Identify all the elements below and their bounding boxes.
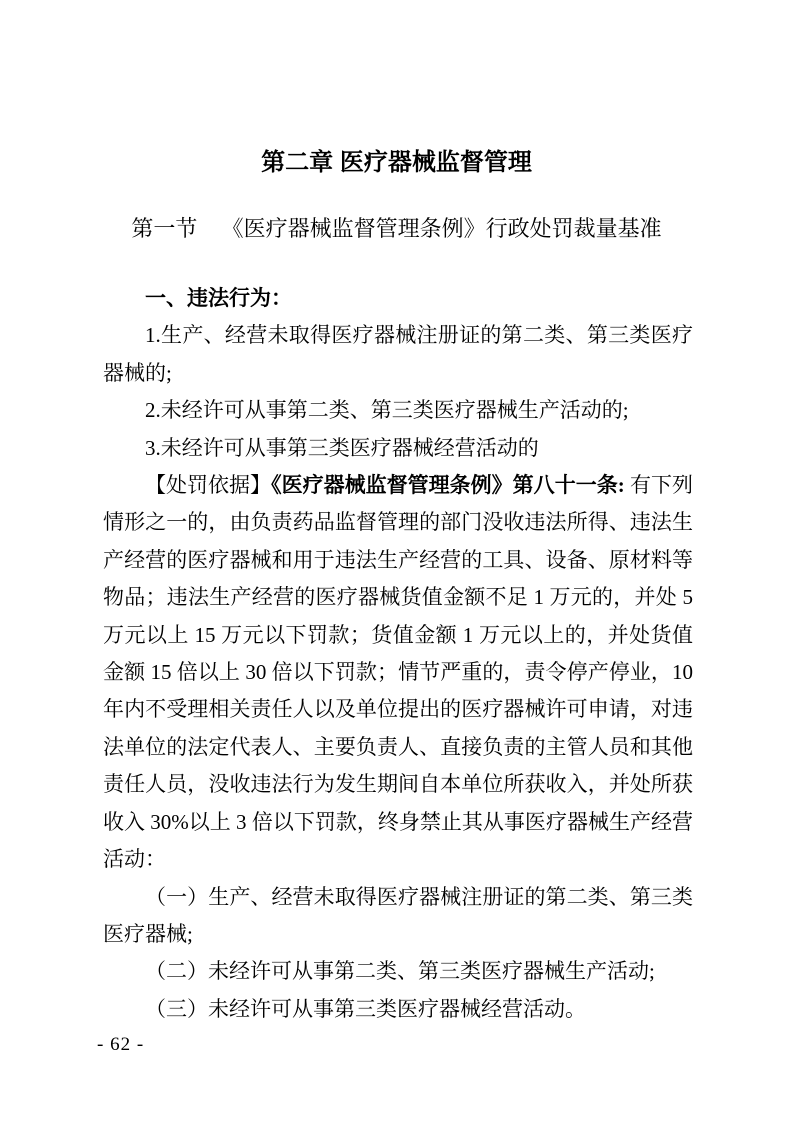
paragraph — [103, 430, 693, 467]
paragraph — [103, 953, 693, 990]
paragraph-segment: 1.生产、经营未取得医疗器械注册证的第二类、第三类医疗器械的; — [103, 323, 693, 385]
page-number: - 62 - — [97, 1034, 145, 1055]
paragraph-segment: 2.未经许可从事第二类、第三类医疗器械生产活动的; — [145, 398, 629, 423]
section-number: 第一节 — [131, 216, 198, 241]
section-title: 《医疗器械监督管理条例》行政处罚裁量基准 — [221, 216, 662, 241]
paragraph — [103, 991, 693, 1028]
paragraph — [103, 467, 693, 878]
section-heading — [0, 212, 793, 243]
document-body — [103, 280, 693, 1028]
paragraph — [103, 317, 693, 392]
paragraph-segment: （一）生产、经营未取得医疗器械注册证的第二类、第三类医疗器械; — [103, 884, 693, 946]
chapter-title: 第二章 医疗器械监督管理 — [261, 149, 532, 176]
paragraph-segment: 【处罚依据】 — [145, 473, 272, 498]
paragraph — [103, 280, 693, 317]
paragraph-segment: （二）未经许可从事第二类、第三类医疗器械生产活动; — [145, 959, 655, 984]
paragraph — [103, 392, 693, 429]
paragraph-segment: 有下列情形之一的，由负责药品监督管理的部门没收违法所得、违法生产经营的医疗器械和用于违法生产经营的工具、设备、原材料等物品；违法生产经营的医疗器械货值金额不足 1 万元的，并处 5 万元以上 15 万元以下罚款；货值金额 1 万元以上的，并处货值金额 15 倍以上 30 倍以下罚款；情节严重的，责令停产停业，10 年内不受理相关责任人以及单位提出的医疗器械许可申请，对违法单位的法定代表人、主要负责人、直接负责的主管人员和其他责任人员，没收违法行为发生期间自本单位所获收入，并处所获收入 30%以上 3 倍以下罚款，终身禁止其从事医疗器械生产经营活动： — [103, 473, 693, 872]
paragraph — [103, 879, 693, 954]
paragraph-segment: （三）未经许可从事第三类医疗器械经营活动。 — [145, 996, 586, 1021]
paragraph-segment-bold: 《医疗器械监督管理条例》第八十一条: — [271, 473, 625, 498]
paragraph-segment: 3.未经许可从事第三类医疗器械经营活动的 — [145, 435, 539, 460]
paragraph-segment-bold: 一、违法行为： — [145, 287, 292, 310]
